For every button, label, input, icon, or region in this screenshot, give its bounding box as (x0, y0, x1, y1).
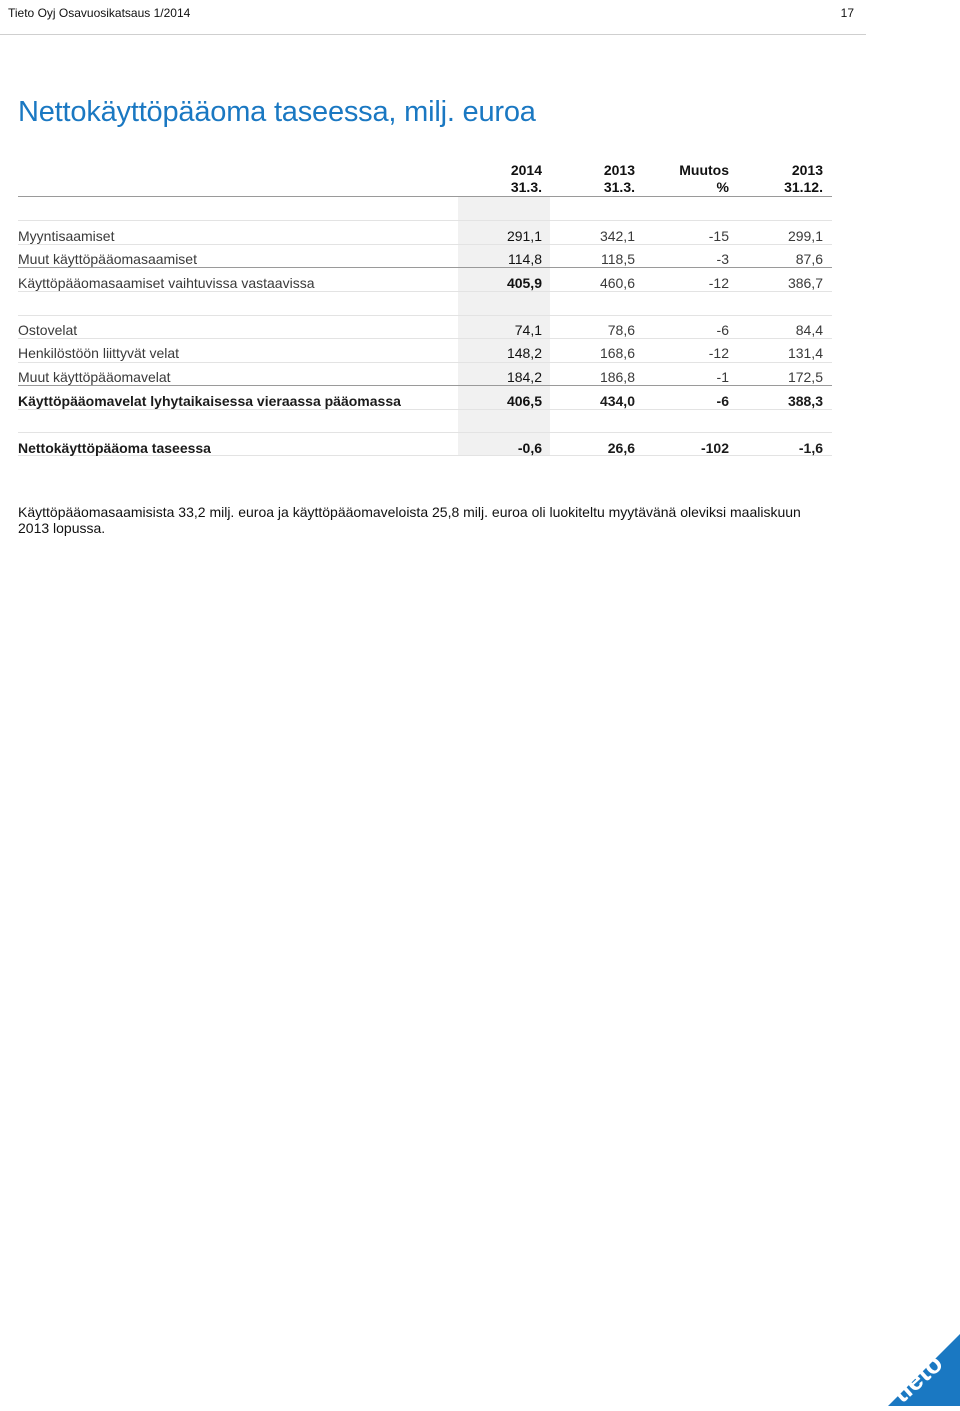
row-label: Myyntisaamiset (18, 228, 115, 244)
cell-2013-year-end: 388,3 (787, 393, 823, 409)
column-header-2013-q1: 2013 31.3. (603, 162, 635, 195)
cell-change: -6 (716, 322, 729, 338)
page-number: 17 (840, 6, 854, 20)
cell-2013-year-end: -1,6 (798, 440, 823, 456)
row-label: Muut käyttöpääomasaamiset (18, 251, 197, 267)
table-row (18, 389, 832, 411)
footnote: Käyttöpääomasaamisista 33,2 milj. euroa ja käyttöpääomaveloista 25,8 milj. euroa oli luokiteltu myytävänä oleviksi maaliskuun 2013 lopussa. (18, 504, 801, 536)
logo-text: tieto (885, 1348, 949, 1406)
cell-2014-q1: -0,6 (517, 440, 542, 456)
header-divider (0, 34, 866, 35)
row-label: Käyttöpääomasaamiset vaihtuvissa vastaavissa (18, 275, 315, 291)
cell-2014-q1: 184,2 (506, 369, 542, 385)
table-top-rule (18, 196, 832, 197)
cell-2013-q1: 118,5 (601, 251, 635, 267)
column-header-2013-year-end: 2013 31.12. (784, 162, 823, 195)
cell-2014-q1: 74,1 (514, 322, 542, 338)
cell-2014-q1: 114,8 (508, 251, 542, 267)
cell-2013-year-end: 172,5 (787, 369, 823, 385)
cell-change: -6 (716, 393, 729, 409)
cell-2014-q1: 405,9 (506, 275, 542, 291)
cell-2013-year-end: 84,4 (795, 322, 823, 338)
cell-change: -1 (716, 369, 729, 385)
table-row (18, 224, 832, 246)
cell-2013-q1: 342,1 (599, 228, 635, 244)
table-row (18, 436, 832, 458)
cell-2013-q1: 434,0 (599, 393, 635, 409)
document-title: Tieto Oyj Osavuosikatsaus 1/2014 (8, 6, 191, 20)
row-label: Ostovelat (18, 322, 78, 338)
cell-change: -3 (716, 251, 729, 267)
cell-2013-q1: 460,6 (599, 275, 635, 291)
cell-change: -12 (708, 275, 729, 291)
column-header-2014-q1: 2014 31.3. (510, 162, 542, 195)
table-row (18, 247, 832, 269)
cell-2013-q1: 78,6 (607, 322, 635, 338)
cell-2013-q1: 186,8 (599, 369, 635, 385)
tieto-logo (880, 1334, 960, 1406)
table-row (18, 365, 832, 387)
cell-2013-q1: 26,6 (607, 440, 635, 456)
row-label: Henkilöstöön liittyvät velat (18, 345, 180, 361)
cell-2014-q1: 406,5 (506, 393, 542, 409)
cell-2014-q1: 291,1 (506, 228, 542, 244)
cell-2013-year-end: 87,6 (795, 251, 823, 267)
page-header (8, 4, 864, 30)
row-label: Muut käyttöpääomavelat (18, 369, 171, 385)
cell-change: -102 (700, 440, 729, 456)
cell-change: -12 (708, 345, 729, 361)
cell-2013-year-end: 131,4 (787, 345, 823, 361)
table-row (18, 318, 832, 340)
cell-2013-q1: 168,6 (599, 345, 635, 361)
cell-change: -15 (708, 228, 729, 244)
row-divider (18, 220, 832, 221)
cell-2013-year-end: 386,7 (787, 275, 823, 291)
row-divider (18, 315, 832, 316)
column-header-change: Muutos % (679, 162, 729, 195)
table-row (18, 271, 832, 293)
cell-2013-year-end: 299,1 (787, 228, 823, 244)
row-divider (18, 432, 832, 433)
cell-2014-q1: 148,2 (506, 345, 542, 361)
row-label: Nettokäyttöpääoma taseessa (18, 440, 211, 456)
row-label: Käyttöpääomavelat lyhytaikaisessa vieraassa pääomassa (18, 393, 401, 409)
table-row (18, 341, 832, 363)
page-title: Nettokäyttöpääoma taseessa, milj. euroa (18, 96, 536, 128)
